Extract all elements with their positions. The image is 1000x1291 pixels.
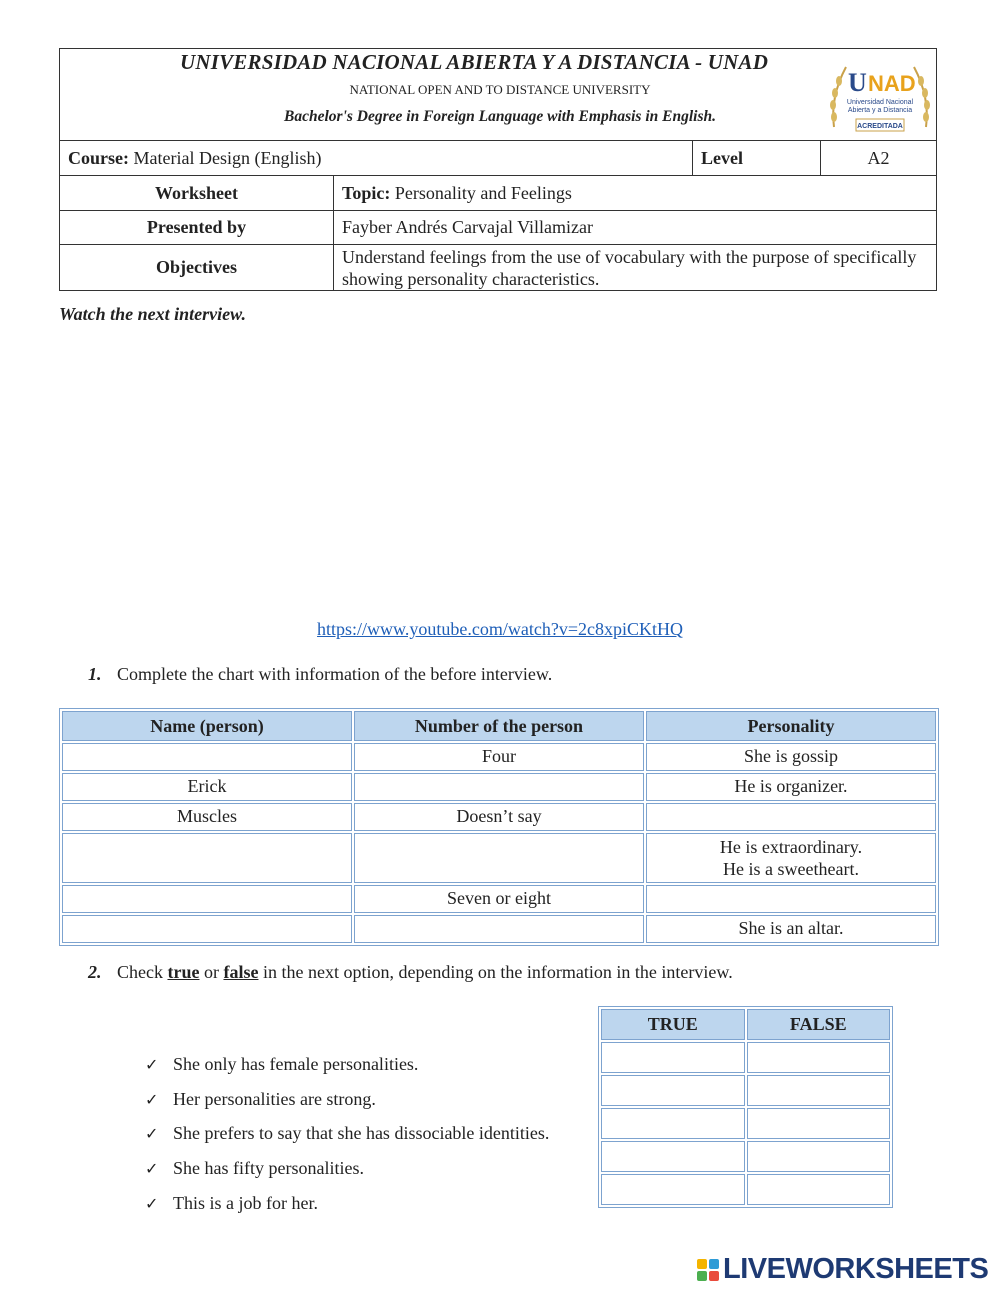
presented-label: Presented by	[146, 217, 247, 237]
chart-cell-name[interactable]	[62, 915, 352, 943]
chart-cell-name[interactable]	[62, 743, 352, 771]
instruction-text: Watch the next interview.	[59, 304, 246, 324]
header-title-row	[60, 49, 936, 141]
statement-text: She has fifty personalities.	[173, 1158, 364, 1179]
tf-header-row	[601, 1009, 890, 1040]
chart-cell-name[interactable]	[62, 885, 352, 913]
tile	[709, 1271, 719, 1281]
true-answer-cell[interactable]	[601, 1075, 745, 1106]
presented-row	[60, 211, 936, 245]
chart-cell-number[interactable]	[354, 915, 644, 943]
svg-text:ACREDITADA: ACREDITADA	[857, 123, 903, 130]
checkmark-icon: ✓	[145, 1089, 159, 1109]
table-row	[601, 1075, 890, 1106]
chart-header-number: Number of the person	[354, 711, 644, 741]
statement-text: This is a job for her.	[173, 1193, 318, 1214]
video-link[interactable]: https://www.youtube.com/watch?v=2c8xpiCKtHQ	[317, 619, 683, 639]
false-answer-cell[interactable]	[747, 1075, 891, 1106]
question-2-text-after: in the next option, depending on the information in the interview.	[258, 962, 733, 982]
tf-header-true: TRUE	[601, 1009, 745, 1040]
objectives-value: Understand feelings from the use of vocabulary with the purpose of specifically showing personality characteristics.	[333, 245, 936, 290]
worksheet-label: Worksheet	[155, 182, 238, 203]
checkmark-icon: ✓	[145, 1194, 159, 1214]
table-row	[62, 885, 936, 913]
true-answer-cell[interactable]	[601, 1042, 745, 1073]
unad-logo-icon	[828, 57, 932, 139]
table-row	[601, 1108, 890, 1139]
list-item	[145, 1047, 549, 1082]
chart-cell-personality[interactable]: He is extraordinary. He is a sweetheart.	[646, 833, 936, 883]
table-row	[601, 1174, 890, 1205]
course-value: Material Design (English)	[133, 147, 322, 168]
course-row	[60, 141, 936, 176]
university-english-name: NATIONAL OPEN AND TO DISTANCE UNIVERSITY	[349, 82, 651, 97]
statement-text: Her personalities are strong.	[173, 1088, 376, 1109]
question-1	[88, 664, 552, 685]
chart-cell-personality[interactable]: He is organizer.	[646, 773, 936, 801]
chart-cell-number[interactable]	[354, 833, 644, 883]
table-row	[62, 773, 936, 801]
table-row	[62, 915, 936, 943]
tile	[697, 1259, 707, 1269]
objectives-row	[60, 245, 936, 290]
objectives-label: Objectives	[156, 257, 237, 277]
false-answer-cell[interactable]	[747, 1042, 891, 1073]
svg-text:Abierta y a Distancia: Abierta y a Distancia	[847, 107, 913, 114]
checkmark-icon: ✓	[145, 1159, 159, 1179]
topic-value: Personality and Feelings	[394, 182, 572, 203]
chart-cell-number[interactable]	[354, 773, 644, 801]
tf-header-false: FALSE	[747, 1009, 891, 1040]
checkmark-icon: ✓	[145, 1054, 159, 1074]
topic-cell	[333, 176, 936, 210]
chart-cell-personality[interactable]: She is gossip	[646, 743, 936, 771]
table-row	[601, 1042, 890, 1073]
presented-value: Fayber Andrés Carvajal Villamizar	[333, 211, 936, 244]
table-row	[62, 803, 936, 831]
chart-cell-name[interactable]	[62, 833, 352, 883]
true-false-table	[598, 1006, 893, 1208]
topic-label: Topic:	[342, 182, 391, 203]
chart-header-row	[62, 711, 936, 741]
chart-cell-personality[interactable]	[646, 885, 936, 913]
header-table	[59, 48, 937, 291]
list-item	[145, 1117, 549, 1152]
chart-cell-name[interactable]: Erick	[62, 773, 352, 801]
question-1-number: 1.	[88, 664, 102, 684]
list-item	[145, 1186, 549, 1221]
level-label: Level	[692, 141, 820, 175]
tile	[697, 1271, 707, 1281]
checkmark-icon: ✓	[145, 1124, 159, 1144]
statement-text: She only has female personalities.	[173, 1053, 419, 1074]
liveworksheets-text: LIVEWORKSHEETS	[723, 1253, 989, 1285]
question-1-text: Complete the chart with information of the before interview.	[117, 664, 553, 684]
chart-cell-number[interactable]: Doesn’t say	[354, 803, 644, 831]
chart-header-personality: Personality	[646, 711, 936, 741]
question-2-text-or: or	[199, 962, 224, 982]
statement-list	[145, 1047, 549, 1221]
course-cell	[60, 141, 692, 175]
personality-chart	[59, 708, 939, 946]
statement-text: She prefers to say that she has dissociable identities.	[173, 1123, 550, 1144]
table-row	[601, 1141, 890, 1172]
liveworksheets-tiles-icon	[697, 1259, 719, 1281]
question-2-text-before: Check	[117, 962, 168, 982]
table-row	[62, 743, 936, 771]
true-answer-cell[interactable]	[601, 1108, 745, 1139]
table-row	[62, 833, 936, 883]
false-answer-cell[interactable]	[747, 1108, 891, 1139]
liveworksheets-logo	[697, 1253, 988, 1286]
true-answer-cell[interactable]	[601, 1174, 745, 1205]
level-value: A2	[820, 141, 936, 175]
chart-cell-personality[interactable]	[646, 803, 936, 831]
chart-header-name: Name (person)	[62, 711, 352, 741]
tile	[709, 1259, 719, 1269]
false-answer-cell[interactable]	[747, 1141, 891, 1172]
list-item	[145, 1082, 549, 1117]
word-true: true	[167, 962, 200, 982]
chart-cell-number[interactable]: Four	[354, 743, 644, 771]
university-name: UNIVERSIDAD NACIONAL ABIERTA Y A DISTANCIA - UNAD	[180, 50, 769, 74]
degree-name: Bachelor's Degree in Foreign Language with Emphasis in English.	[284, 108, 716, 125]
chart-cell-personality[interactable]: She is an altar.	[646, 915, 936, 943]
question-2	[88, 962, 733, 983]
word-false: false	[223, 962, 259, 982]
topic-row	[60, 176, 936, 211]
question-2-number: 2.	[88, 962, 102, 982]
true-answer-cell[interactable]	[601, 1141, 745, 1172]
false-answer-cell[interactable]	[747, 1174, 891, 1205]
list-item	[145, 1151, 549, 1186]
chart-cell-name[interactable]: Muscles	[62, 803, 352, 831]
svg-text:Universidad Nacional: Universidad Nacional	[846, 99, 914, 106]
course-label: Course:	[68, 147, 129, 168]
chart-cell-number[interactable]: Seven or eight	[354, 885, 644, 913]
svg-text:U: U	[848, 68, 867, 97]
svg-text:NAD: NAD	[868, 71, 916, 96]
